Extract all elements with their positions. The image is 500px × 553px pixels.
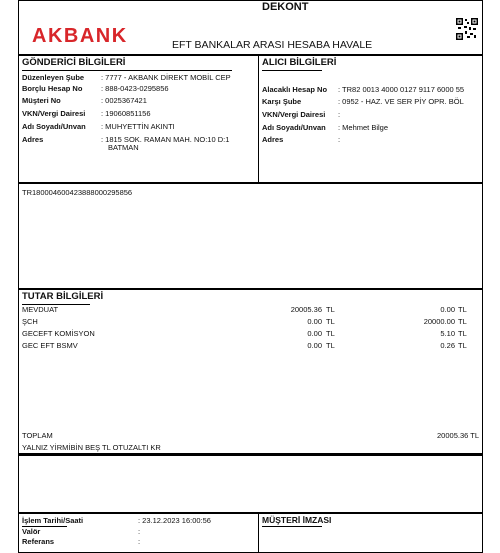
sender-branch-value: : 7777 - AKBANK DİREKT MOBİL CEP — [101, 73, 231, 82]
amount-row-label: MEVDUAT — [22, 305, 59, 314]
receiver-name-value: : Mehmet Bilge — [338, 123, 389, 132]
amount-credit-currency: TL — [458, 305, 467, 314]
parties-box — [18, 55, 483, 183]
amount-debit: 0.00 — [307, 341, 322, 350]
receiver-section-title: ALICI BİLGİLERİ — [262, 57, 337, 68]
total-value: 20005.36 TL — [437, 431, 479, 440]
value-date-label: Valör — [22, 527, 41, 536]
sender-branch-label: Düzenleyen Şube — [22, 73, 85, 82]
qr-code-icon — [456, 18, 478, 40]
customer-no-label: Müşteri No — [22, 96, 61, 105]
receiver-name-label: Adı Soyadı/Unvan — [262, 123, 326, 132]
document-subtitle: EFT BANKALAR ARASI HESABA HAVALE — [172, 39, 373, 51]
sender-name-value: : MUHYETTİN AKINTI — [101, 122, 175, 131]
amounts-section-title: TUTAR BİLGİLERİ — [22, 291, 104, 302]
amount-credit: 20000.00 — [423, 317, 455, 326]
amount-credit-currency: TL — [458, 329, 467, 338]
sender-section-title: GÖNDERİCİ BİLGİLERİ — [22, 57, 126, 68]
amount-debit: 0.00 — [307, 317, 322, 326]
receiver-tax-label: VKN/Vergi Dairesi — [262, 110, 326, 119]
sender-tax-label: VKN/Vergi Dairesi — [22, 109, 86, 118]
sender-name-label: Adı Soyadı/Unvan — [22, 122, 86, 131]
sender-tax-value: : 19060851156 — [101, 109, 151, 118]
total-label: TOPLAM — [22, 431, 53, 440]
amount-credit: 0.26 — [440, 341, 455, 350]
amount-debit-currency: TL — [326, 305, 335, 314]
amount-row-label: GEC EFT BSMV — [22, 341, 78, 350]
amount-debit: 0.00 — [307, 329, 322, 338]
amount-credit-currency: TL — [458, 317, 467, 326]
transaction-datetime-label: İşlem Tarihi/Saati — [22, 516, 84, 525]
document-title: DEKONT — [262, 1, 309, 13]
receiver-address-label: Adres — [262, 135, 284, 144]
amount-credit-currency: TL — [458, 341, 467, 350]
credit-account-value: : TR82 0013 4000 0127 9117 6000 55 — [338, 85, 465, 94]
sender-address-label: Adres — [22, 135, 44, 144]
amount-debit: 20005.36 — [290, 305, 322, 314]
amount-credit: 0.00 — [440, 305, 455, 314]
reference-label: Referans — [22, 537, 55, 546]
credit-account-label: Alacaklı Hesap No — [262, 85, 328, 94]
akbank-logo: AKBANK — [32, 25, 128, 47]
receiver-tax-value: : — [338, 110, 341, 119]
total-in-words: YALNIZ YİRMİBİN BEŞ TL OTUZALTI KR — [22, 443, 161, 452]
receiver-branch-label: Karşı Şube — [262, 97, 302, 106]
sender-address-value: : 1815 SOK. RAMAN MAH. NO:10 D:1 — [101, 135, 230, 144]
amount-debit-currency: TL — [326, 329, 335, 338]
sender-address-line2: BATMAN — [108, 143, 139, 152]
description-box — [18, 183, 483, 289]
footer-box — [18, 513, 483, 553]
transaction-description: TR180004600423888000295856 — [22, 188, 133, 197]
receiver-branch-value: : 0952 - HAZ. VE SER PİY OPR. BÖL — [338, 97, 464, 106]
reference-value: : — [138, 537, 141, 546]
amount-row-label: ŞCH — [22, 317, 38, 326]
notes-box — [18, 455, 483, 513]
customer-no-value: : 0025367421 — [101, 96, 147, 105]
debit-account-value: : 888-0423-0295856 — [101, 84, 169, 93]
transaction-datetime-value: : 23.12.2023 16:00:56 — [138, 516, 211, 525]
debit-account-label: Borçlu Hesap No — [22, 84, 83, 93]
receiver-address-value: : — [338, 135, 341, 144]
amount-row-label: GECEFT KOMİSYON — [22, 329, 95, 338]
amount-debit-currency: TL — [326, 317, 335, 326]
amount-credit: 5.10 — [440, 329, 455, 338]
customer-signature-title: MÜŞTERİ İMZASI — [262, 515, 332, 525]
amount-debit-currency: TL — [326, 341, 335, 350]
value-date-value: : — [138, 527, 141, 536]
